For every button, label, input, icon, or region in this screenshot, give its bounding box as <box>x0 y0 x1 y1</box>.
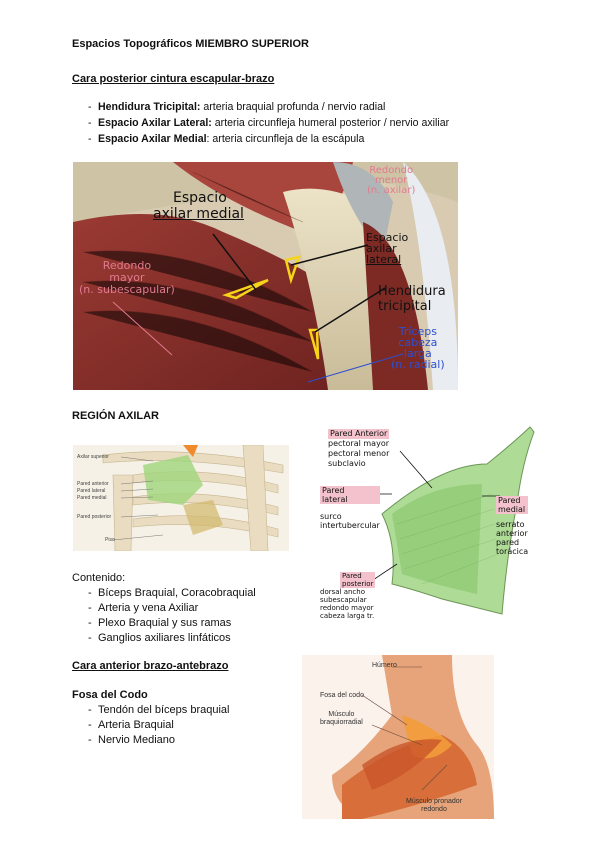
list-item: - Bíceps Braquial, Coracobraquial <box>72 586 256 601</box>
section-heading-axilar: REGIÓN AXILAR <box>72 410 159 422</box>
label-pared-medial-block: Pared medial serrato anterior pared torácica <box>496 496 529 556</box>
label-pared-lateral-block: Pared lateral surco intertubercular <box>320 486 380 530</box>
label-pronador: Músculo pronador redondo <box>406 798 463 813</box>
contenido-label: Contenido: <box>72 572 126 584</box>
list-item: - Nervio Mediano <box>72 733 229 748</box>
subheading-fosa: Fosa del Codo <box>72 689 148 701</box>
label-redondo-mayor: Redondo mayor (n. subescapular) <box>79 259 175 296</box>
label-pared-anterior-block: Pared Anterior pectoral mayor pectoral menor subclavio <box>328 429 390 468</box>
label-braquiorradial: Músculo braquiorradial <box>320 711 363 726</box>
label-humero: Húmero <box>372 662 397 669</box>
list-item: - Hendidura Tricipital: arteria braquial profunda / nervio radial <box>72 99 449 115</box>
label-espacio-lateral: Espacio axilar lateral <box>366 231 409 266</box>
label-hendidura: Hendidura tricipital <box>378 284 446 314</box>
list-item: - Tendón del bíceps braquial <box>72 703 229 718</box>
list-item: - Espacio Axilar Medial: arteria circunfleja de la escápula <box>72 131 449 147</box>
axilar-walls-figure <box>312 424 542 629</box>
label-piso: Piso <box>105 537 115 543</box>
elbow-illustration <box>302 655 494 819</box>
label-fosa-codo: Fosa del codo <box>320 692 364 699</box>
label-redondo-menor: Redondo menor (n. axilar) <box>367 165 416 196</box>
label-axilar-superior: Axilar superior <box>77 454 109 460</box>
page-title: Espacios Topográficos MIEMBRO SUPERIOR <box>72 38 309 50</box>
posterior-shoulder-figure <box>73 162 458 390</box>
label-pared-lateral: Pared lateral <box>77 488 106 494</box>
list-item: - Arteria Braquial <box>72 718 229 733</box>
elbow-figure <box>302 655 494 819</box>
list-item: - Plexo Braquial y sus ramas <box>72 616 256 631</box>
label-espacio-medial: Espacio axilar medial <box>153 190 244 222</box>
fosa-list <box>72 703 229 748</box>
posterior-list <box>72 99 449 147</box>
axilar-ribcage-figure <box>73 445 289 551</box>
label-pared-medial: Pared medial <box>77 495 107 501</box>
list-item: - Ganglios axiliares linfáticos <box>72 631 256 646</box>
label-pared-posterior-block: Pared posterior dorsal ancho subescapular redondo mayor cabeza larga tr. <box>320 572 375 620</box>
list-item: - Espacio Axilar Lateral: arteria circunfleja humeral posterior / nervio axiliar <box>72 115 449 131</box>
label-pared-anterior: Pared anterior <box>77 481 109 487</box>
section-heading-posterior: Cara posterior cintura escapular-brazo <box>72 73 275 85</box>
section-heading-anterior: Cara anterior brazo-antebrazo <box>72 660 229 672</box>
contenido-list <box>72 586 256 646</box>
label-triceps: Tríceps cabeza larga (n. radial) <box>391 325 445 371</box>
list-item: - Arteria y vena Axiliar <box>72 601 256 616</box>
label-pared-posterior: Pared posterior <box>77 514 112 520</box>
